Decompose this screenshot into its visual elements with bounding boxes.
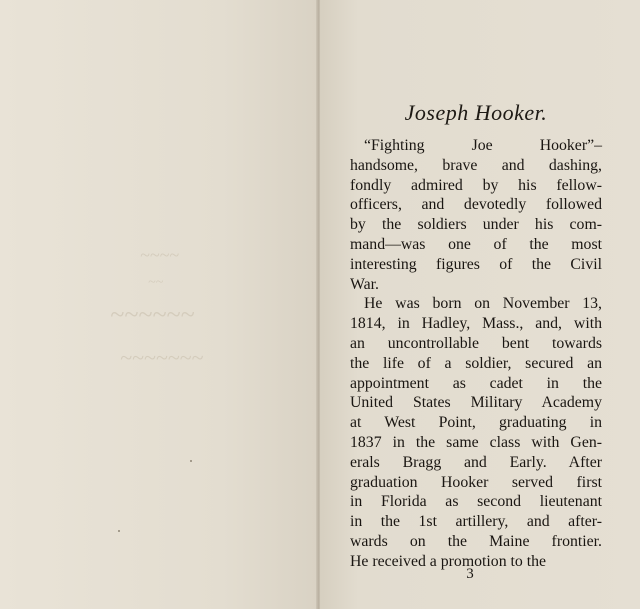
body-text [350, 136, 602, 572]
text-line: erals Bragg and Early. After [350, 453, 602, 471]
text-line: handsome, brave and dashing, [350, 156, 602, 174]
text-line: He received a promotion to the [350, 552, 547, 570]
text-line: an uncontrollable bent towards [350, 334, 602, 352]
text-line: interesting figures of the Civil [350, 255, 602, 273]
text-line: by the soldiers under his com- [350, 216, 602, 234]
text-line: in the 1st artillery, and after- [350, 513, 602, 531]
bleed-through-mark: ~~~~~~ [110, 300, 195, 329]
text-line: the life of a soldier, secured an [350, 354, 602, 372]
paper-speck [190, 460, 192, 462]
text-line: “Fighting Joe Hooker”– [364, 137, 602, 154]
text-line: United States Military Academy [350, 394, 602, 412]
text-line: wards on the Maine frontier. [350, 532, 602, 550]
text-line: 1837 in the same class with Gen- [350, 433, 602, 451]
bleed-through-mark: ~~ [148, 275, 164, 290]
text-line: at West Point, graduating in [350, 414, 602, 432]
text-line: He was born on November 13, [364, 295, 602, 313]
page-number: 3 [466, 566, 474, 582]
text-line: War. [350, 275, 379, 293]
left-page [0, 0, 318, 609]
text-line: 1814, in Hadley, Mass., and, with [350, 315, 602, 333]
text-line: fondly admired by his fellow- [350, 176, 602, 194]
page-title: Joseph Hooker. [404, 100, 548, 125]
paper-speck [118, 530, 120, 532]
bleed-through-mark: ~~~~~~~ [120, 345, 204, 370]
text-line: graduation Hooker served first [350, 473, 602, 491]
bleed-through-mark: ~~~~ [140, 245, 179, 265]
text-line: appointment as cadet in the [350, 374, 602, 392]
text-line: mand—was one of the most [350, 235, 602, 253]
text-line: officers, and devotedly followed [350, 196, 602, 214]
text-line: in Florida as second lieutenant [350, 493, 602, 511]
